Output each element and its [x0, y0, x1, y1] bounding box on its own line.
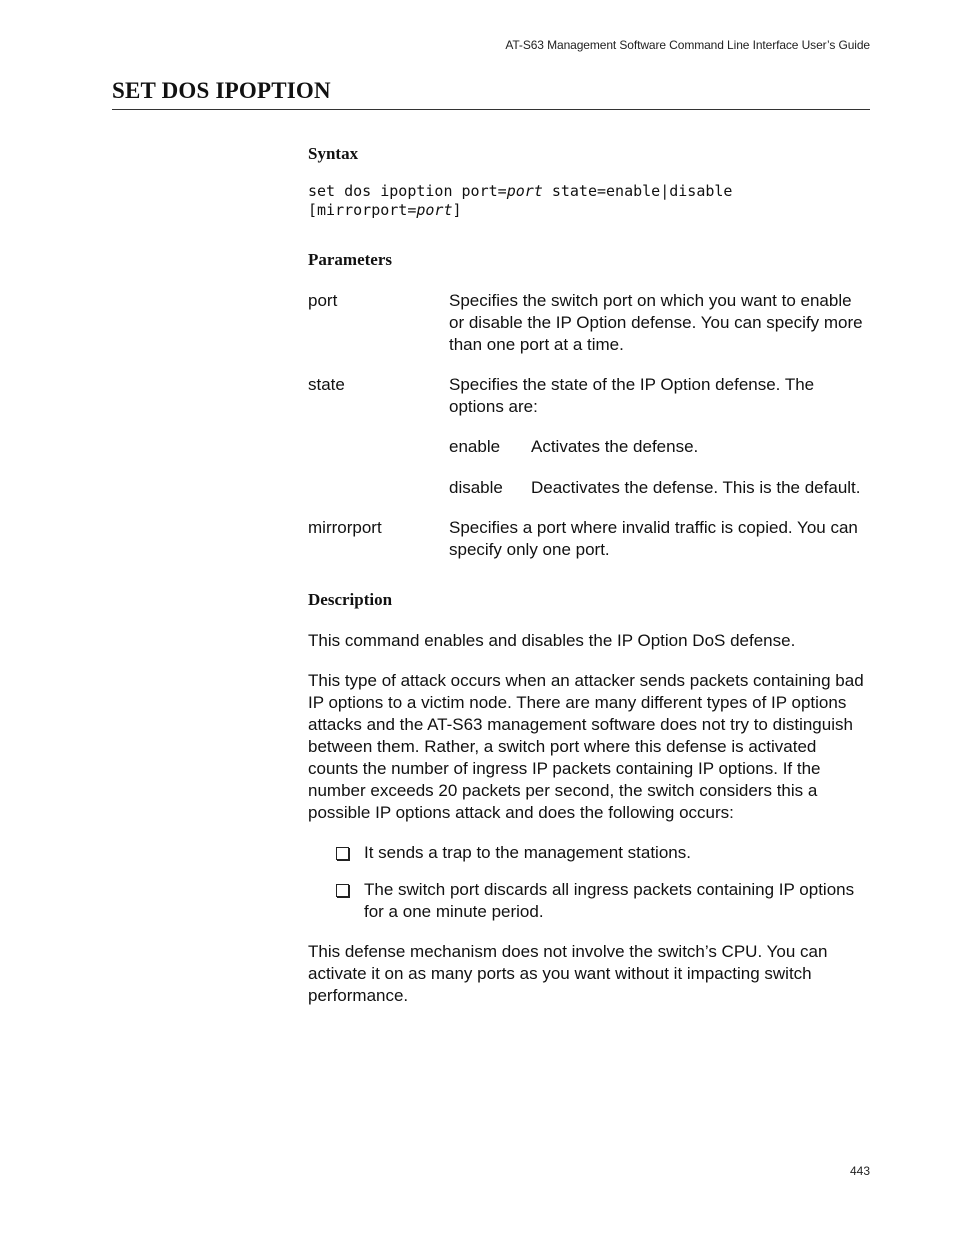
- option-description: Deactivates the defense. This is the default.: [531, 478, 861, 497]
- option-description: Activates the defense.: [531, 437, 699, 456]
- syntax-line2-close: ]: [452, 201, 462, 219]
- bullet-text: The switch port discards all ingress packets containing IP options for a one minute period.: [364, 880, 855, 921]
- description-paragraph: This defense mechanism does not involve the switch’s CPU. You can activate it on as many ports as you want without it impacting switch performance.: [308, 942, 828, 1005]
- parameter-name: state: [308, 375, 345, 394]
- parameters-heading: Parameters: [308, 250, 393, 269]
- syntax-line1-state: state=enable|disable: [542, 182, 733, 200]
- syntax-port-variable: port: [506, 182, 543, 200]
- description-heading: Description: [308, 590, 393, 609]
- syntax-mirrorport-variable: port: [416, 201, 453, 219]
- parameter-name: port: [308, 291, 338, 310]
- description-paragraph: This command enables and disables the IP Option DoS defense.: [308, 631, 796, 650]
- parameter-description: Specifies the state of the IP Option defense. The options are:: [449, 375, 815, 416]
- parameter-description: Specifies the switch port on which you want to enable or disable the IP Option defense. You can specify more than one port at a time.: [449, 291, 863, 354]
- checkbox-bullet-icon: [336, 884, 349, 897]
- parameter-name: mirrorport: [308, 518, 382, 537]
- syntax-block: [308, 182, 732, 220]
- option-name: disable: [449, 478, 503, 497]
- syntax-line1-text: set dos ipoption port=: [308, 182, 507, 200]
- bullet-text: It sends a trap to the management stations.: [364, 843, 691, 862]
- checkbox-bullet-icon: [336, 847, 349, 860]
- parameter-description: Specifies a port where invalid traffic is copied. You can specify only one port.: [449, 518, 858, 559]
- syntax-line2-text: [mirrorport=: [308, 201, 417, 219]
- description-paragraph: This type of attack occurs when an attacker sends packets containing bad IP options to a victim node. There are many different types of IP options attacks and the AT-S63 management software does not try to distinguish between them. Rather, a switch port where this defense is activated counts the number of ingress IP packets containing IP options. If the number exceeds 20 packets per second, the switch considers this a possible IP options attack and does the following occurs:: [308, 671, 864, 822]
- page-number: 443: [849, 1164, 870, 1178]
- running-header: AT-S63 Management Software Command Line Interface User’s Guide: [505, 38, 870, 52]
- option-name: enable: [449, 437, 501, 456]
- syntax-heading: Syntax: [308, 144, 359, 163]
- page-title: SET DOS IPOPTION: [112, 78, 331, 103]
- title-rule: [112, 109, 870, 110]
